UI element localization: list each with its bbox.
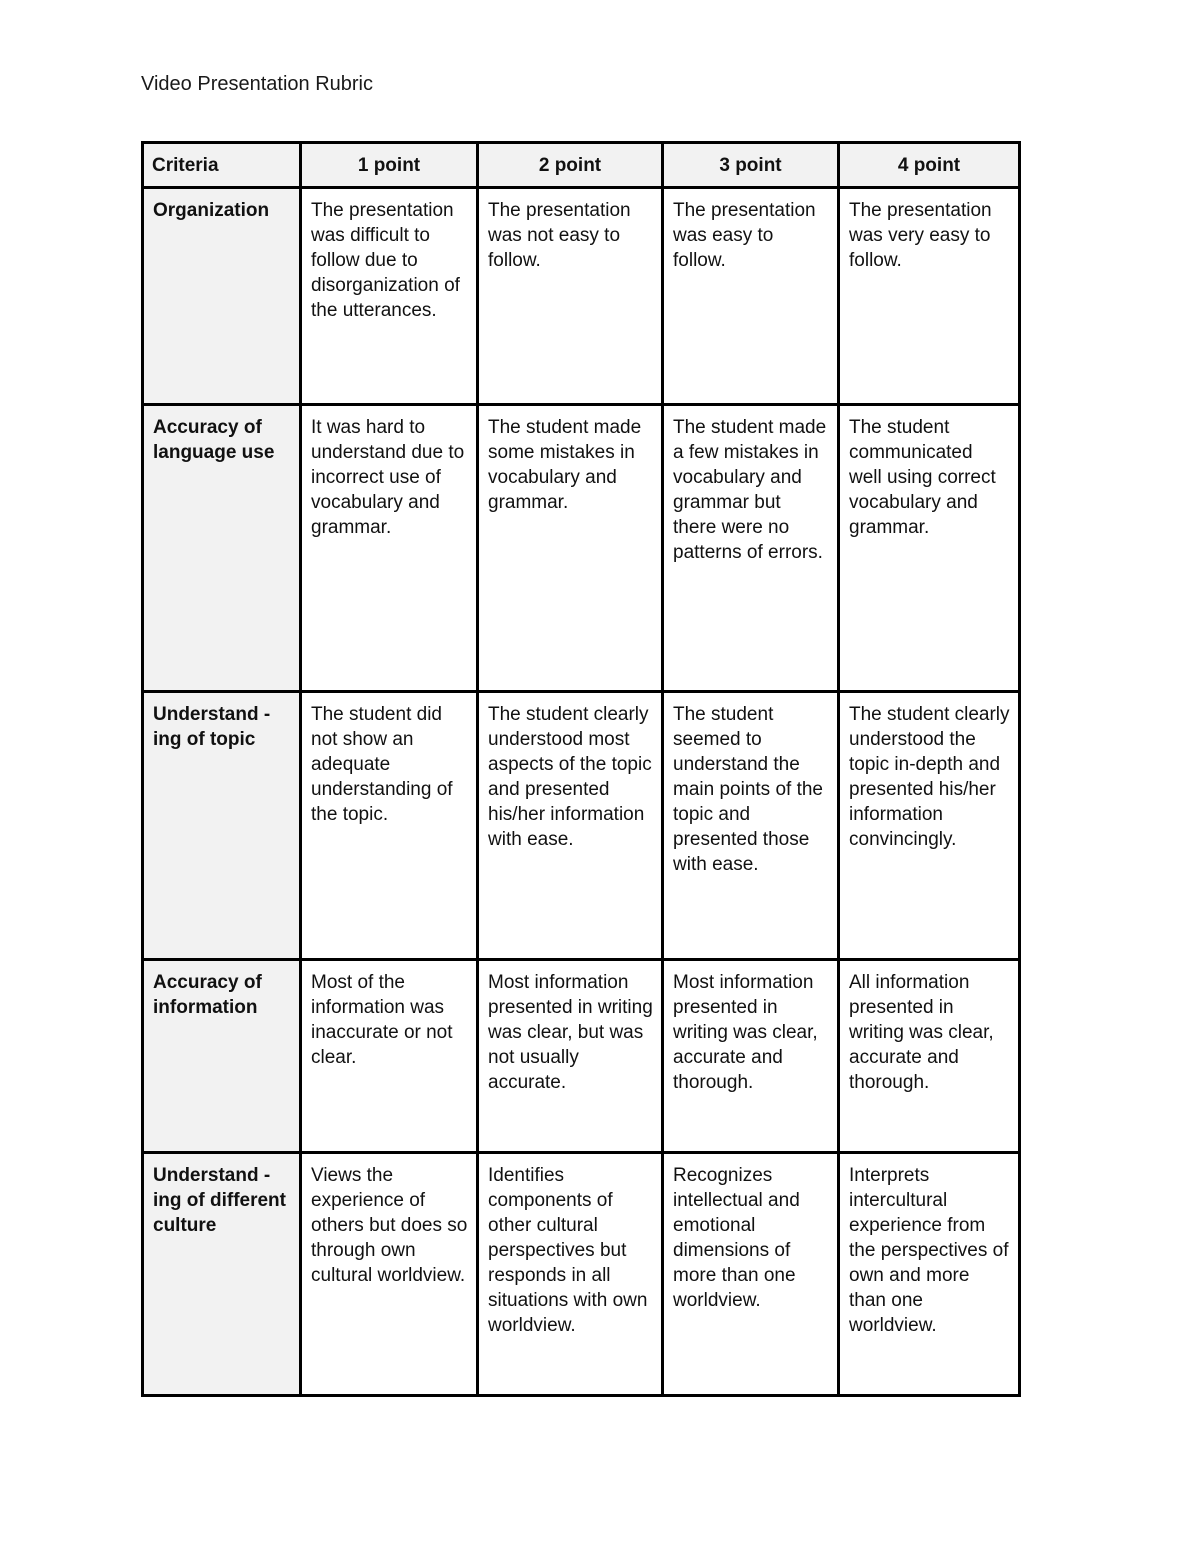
rubric-cell: The student made a few mistakes in vocabulary and grammar but there were no patterns of errors. — [663, 405, 839, 692]
rubric-cell: The student clearly understood most aspects of the topic and presented his/her information with ease. — [478, 692, 663, 960]
rubric-cell: The presentation was easy to follow. — [663, 188, 839, 405]
rubric-cell: Most of the information was inaccurate or not clear. — [301, 960, 478, 1153]
rubric-cell: The student clearly understood the topic in-depth and presented his/her information convincingly. — [839, 692, 1020, 960]
rubric-cell: It was hard to understand due to incorrect use of vocabulary and grammar. — [301, 405, 478, 692]
table-row — [143, 188, 1020, 405]
rubric-cell: Interprets intercultural experience from the perspectives of own and more than one worldview. — [839, 1153, 1020, 1396]
rubric-cell: Most information presented in writing was clear, accurate and thorough. — [663, 960, 839, 1153]
rubric-cell: The presentation was not easy to follow. — [478, 188, 663, 405]
rubric-cell: Views the experience of others but does so through own cultural worldview. — [301, 1153, 478, 1396]
header-3-point: 3 point — [663, 143, 839, 188]
header-1-point: 1 point — [301, 143, 478, 188]
criterion-label: Understand -ing of different culture — [143, 1153, 301, 1396]
header-row — [143, 143, 1020, 188]
table-row — [143, 405, 1020, 692]
rubric-cell: Most information presented in writing was clear, but was not usually accurate. — [478, 960, 663, 1153]
rubric-cell: The presentation was very easy to follow. — [839, 188, 1020, 405]
header-4-point: 4 point — [839, 143, 1020, 188]
rubric-cell: Identifies components of other cultural perspectives but responds in all situations with own worldview. — [478, 1153, 663, 1396]
header-criteria: Criteria — [143, 143, 301, 188]
rubric-table — [141, 141, 1021, 1397]
criterion-label: Accuracy of information — [143, 960, 301, 1153]
header-2-point: 2 point — [478, 143, 663, 188]
rubric-cell: The student communicated well using correct vocabulary and grammar. — [839, 405, 1020, 692]
page-title: Video Presentation Rubric — [141, 73, 373, 95]
rubric-cell: The student did not show an adequate understanding of the topic. — [301, 692, 478, 960]
criterion-label: Organization — [143, 188, 301, 405]
criterion-label: Understand -ing of topic — [143, 692, 301, 960]
table-row — [143, 692, 1020, 960]
table-row — [143, 960, 1020, 1153]
rubric-cell: The student seemed to understand the main points of the topic and presented those with ease. — [663, 692, 839, 960]
rubric-cell: Recognizes intellectual and emotional dimensions of more than one worldview. — [663, 1153, 839, 1396]
table-row — [143, 1153, 1020, 1396]
rubric-cell: All information presented in writing was clear, accurate and thorough. — [839, 960, 1020, 1153]
criterion-label: Accuracy of language use — [143, 405, 301, 692]
rubric-cell: The presentation was difficult to follow due to disorganization of the utterances. — [301, 188, 478, 405]
rubric-cell: The student made some mistakes in vocabulary and grammar. — [478, 405, 663, 692]
